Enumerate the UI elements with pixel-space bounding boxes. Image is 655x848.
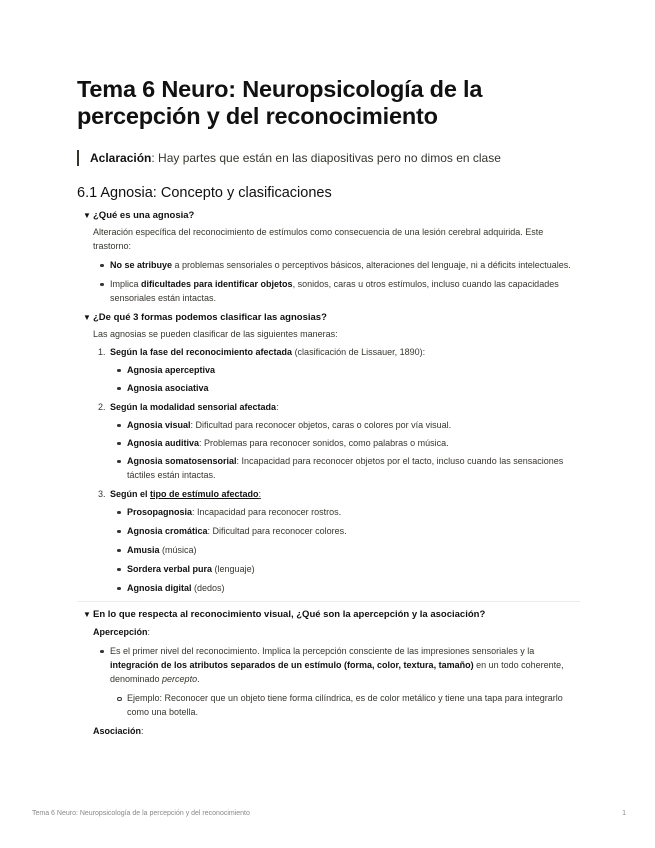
list-item xyxy=(127,562,580,576)
footer-title: Tema 6 Neuro: Neuropsicología de la percepción y del reconocimiento xyxy=(32,810,250,817)
item-text: en un todo coherente, denominado xyxy=(110,660,564,684)
document-page xyxy=(77,76,580,738)
bold-text: Agnosia auditiva xyxy=(127,438,200,448)
list-item xyxy=(127,418,580,432)
item-text: : Dificultad para reconocer colores. xyxy=(207,526,347,536)
apperception-label xyxy=(93,625,580,639)
association-label xyxy=(93,724,580,738)
toggle-title: En lo que respecta al reconocimiento visual, ¿Qué son la apercepción y la asociación? xyxy=(93,609,486,620)
item-text: Es el primer nivel del reconocimiento. Implica la percepción consciente de las impresiones sensoriales y la xyxy=(110,646,535,656)
callout-text: : Hay partes que están en las diapositivas pero no dimos en clase xyxy=(151,151,501,165)
title-line-1: Tema 6 Neuro: Neuropsicología de la xyxy=(77,76,483,102)
bold-text: Agnosia digital xyxy=(127,583,192,593)
list-item xyxy=(127,581,580,595)
item-text: : xyxy=(276,402,279,412)
classification-intro: Las agnosias se pueden clasificar de las siguientes maneras: xyxy=(93,329,338,339)
toggle-header[interactable] xyxy=(77,608,580,621)
numbered-item xyxy=(98,487,580,595)
bold-text: No se atribuye xyxy=(110,260,173,270)
triangle-down-icon[interactable]: ▼ xyxy=(83,211,91,220)
bold-text: Sordera verbal pura xyxy=(127,564,213,574)
list-item xyxy=(127,505,580,519)
item-text: : Incapacidad para reconocer objetos por el tacto, incluso cuando las sensaciones táctiles están intactas. xyxy=(127,456,564,480)
list-item xyxy=(127,436,580,450)
colon: : xyxy=(147,627,151,637)
list-item: Ejemplo: Reconocer que un objeto tiene forma cilíndrica, es de color metálico y tiene una tapa para integrarlo como una botella. xyxy=(127,691,580,719)
bold-text: Agnosia asociativa xyxy=(127,383,209,393)
title-line-2: percepción y del reconocimiento xyxy=(77,103,438,129)
toggle-header[interactable] xyxy=(77,209,580,222)
bold-text: Agnosia aperceptiva xyxy=(127,365,216,375)
toggle-title: ¿De qué 3 formas podemos clasificar las agnosias? xyxy=(93,312,327,323)
list-item xyxy=(127,543,580,557)
page-footer xyxy=(32,809,626,818)
bold-text: Agnosia visual xyxy=(127,420,191,430)
bold-text: Agnosia cromática xyxy=(127,526,208,536)
clarification-callout xyxy=(77,150,580,166)
bold-text: Amusia xyxy=(127,545,160,555)
divider xyxy=(77,601,580,602)
item-text: (clasificación de Lissauer, 1890): xyxy=(292,347,426,357)
bold-text: Según la modalidad sensorial afectada xyxy=(110,402,277,412)
numbered-item xyxy=(98,400,580,482)
toggle-apperception-association xyxy=(77,608,580,738)
number-label: 3. xyxy=(98,489,106,499)
number-label: 1. xyxy=(98,347,106,357)
list-item xyxy=(127,524,580,538)
triangle-down-icon[interactable]: ▼ xyxy=(83,313,91,322)
page-number: 1 xyxy=(622,810,626,817)
triangle-down-icon[interactable]: ▼ xyxy=(83,610,91,619)
list-item xyxy=(127,454,580,482)
toggle-header[interactable] xyxy=(77,311,580,324)
bold-text: Prosopagnosia xyxy=(127,507,193,517)
list-item xyxy=(110,258,580,272)
item-text: (música) xyxy=(159,545,197,555)
number-label: 2. xyxy=(98,402,106,412)
italic-text: percepto xyxy=(162,674,198,684)
item-text: Implica xyxy=(110,279,142,289)
item-text: . xyxy=(197,674,200,684)
callout-label: Aclaración xyxy=(90,151,152,165)
item-text: (lenguaje) xyxy=(212,564,255,574)
item-text: : Problemas para reconocer sonidos, como palabras o música. xyxy=(199,438,449,448)
numbered-item xyxy=(98,345,580,395)
item-text: (dedos) xyxy=(191,583,225,593)
item-text: : Dificultad para reconocer objetos, caras o colores por vía visual. xyxy=(190,420,452,430)
item-text: : Incapacidad para reconocer rostros. xyxy=(192,507,342,517)
bold-text: integración de los atributos separados de un estímulo (forma, color, textura, tamaño) xyxy=(110,660,474,670)
list-item xyxy=(127,363,580,377)
bold-text: Según el xyxy=(110,489,151,499)
section-heading: 6.1 Agnosia: Concepto y clasificaciones xyxy=(77,185,332,201)
item-text: a problemas sensoriales o perceptivos básicos, alteraciones del lenguaje, ni a déficits intelectuales. xyxy=(172,260,571,270)
agnosia-definition: Alteración específica del reconocimiento de estímulos como consecuencia de una lesión cerebral adquirida. Este trastorno: xyxy=(93,227,544,251)
bold-text: Según la fase del reconocimiento afectada xyxy=(110,347,293,357)
bold-text: Apercepción xyxy=(93,627,148,637)
colon: : xyxy=(141,726,144,736)
toggle-classification xyxy=(77,311,580,595)
toggle-what-is-agnosia xyxy=(77,209,580,305)
list-item xyxy=(110,644,580,719)
bold-text: dificultades para identificar objetos xyxy=(141,279,293,289)
list-item xyxy=(127,381,580,395)
bold-text: Asociación xyxy=(93,726,142,736)
item-text: , sonidos, caras u otros estímulos, incluso cuando las capacidades sensoriales están intactas. xyxy=(110,279,559,303)
bold-text: Agnosia somatosensorial xyxy=(127,456,237,466)
list-item xyxy=(110,277,580,305)
item-text: : xyxy=(258,489,262,499)
toggle-title: ¿Qué es una agnosia? xyxy=(93,210,195,221)
page-title xyxy=(77,76,580,130)
underlined-bold-text: tipo de estímulo afectado xyxy=(150,489,259,499)
